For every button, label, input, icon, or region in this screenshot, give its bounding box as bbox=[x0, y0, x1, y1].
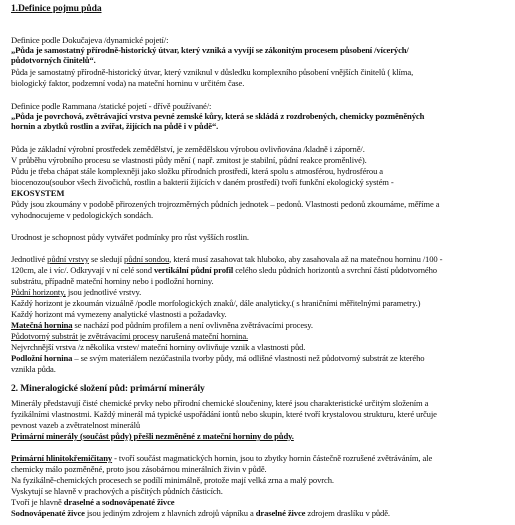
ekosystem-term: EKOSYSTEM bbox=[11, 188, 65, 198]
soil-layers-term: půdní vrstvy bbox=[47, 254, 89, 264]
profile-line10: Podložní hornina – se svým materiálem nezúčastnila tvorby půdy, má odlišné vlastnosti než půdotvorný substrát ze kterého bbox=[11, 353, 425, 363]
production-line5: Půdy jsou zkoumány v podobě přirozených trojrozměrných půdních jednotek – pedonů. Vlastnosti pedonů zkoumáme, měříme a bbox=[11, 199, 440, 209]
soil-profile-term: vertikální půdní profil bbox=[153, 265, 234, 275]
aluminosilicates-line2: chemicky málo pozměněné, proto jsou zásobárnou minerálních živin v půdě. bbox=[11, 464, 267, 474]
profile-line8: Půdotvorný substrát je zvětrávacími procesy narušená mateční hornina. bbox=[11, 331, 249, 341]
soil-horizons-term: Půdní horizonty, bbox=[11, 287, 66, 297]
profile-line2: 120cm, ale i víc/. Odkryvají v ní celé sond vertikální půdní profil celého sledu půdních horizontů a svrchní částí půdotvorného bbox=[11, 265, 437, 275]
profile-line4: Půdní horizonty, jsou jednotlivé vrstvy. bbox=[11, 287, 142, 297]
ramman-intro: Definice podle Rammana /statické pojetí - dřívě používané/: bbox=[11, 101, 212, 111]
soil-probe-term: půdní sondou bbox=[124, 254, 170, 264]
minerals-line3: pevnost vazeb a zvětratelnost minerálů bbox=[11, 420, 141, 430]
production-line6: vyhodnocujeme v pedologických sondách. bbox=[11, 210, 153, 220]
aluminosilicates-line3: Na fyzikálně-chemických procesech se podílí minimálně, protože mají velká zrna a malý povrch. bbox=[11, 475, 334, 485]
dokucajev-quote-line2: půdotvorných činitelů“. bbox=[11, 55, 96, 65]
production-line3: Půdu je třeba chápat stále komplexněji jako složku přírodních prostředí, která spolu s atmosférou, hydrosférou a bbox=[11, 166, 383, 176]
bedrock-term: Podložní hornina bbox=[11, 353, 73, 363]
production-line2: V průběhu výrobního procesu se vlastnosti půdy mění ( např. zmitost je stabilní, půdní reakce proměnlivé). bbox=[11, 155, 367, 165]
profile-line11: vznikla půda. bbox=[11, 364, 56, 374]
fertility-definition: Urodnost je schopnost půdy vytvářet podmínky pro růst vyšších rostlin. bbox=[11, 232, 249, 242]
production-line4: biocenozou(soubor všech živočichů, rostlin a bakterií žijících v daném prostředí) tvoří funkční ekologický systém - bbox=[11, 177, 394, 187]
feldspar-sources-line: Sodnovápenaté živce jsou jediným zdrojem z hlavních zdrojů vápníku a draselné živce zdrojem draslíku v půdě. bbox=[11, 508, 390, 518]
profile-line6: Každý horizont má vymezeny analytické vlastnosti a požadavky. bbox=[11, 309, 227, 319]
primary-minerals-statement: Primární minerály (součást půdy) přešli nezměněné z mateční horniny do půdy. bbox=[11, 431, 294, 441]
minerals-line1: Minerály představují čisté chemické prvky nebo přírodní chemické sloučeniny, které jsou charakteristické určitým složením a bbox=[11, 398, 429, 408]
section1-heading: 1.Definice pojmu půda bbox=[11, 3, 102, 14]
minerals-line2: fyzikálními vlastnostmi. Každý minerál má typické uspořádání iontů nebo skupin, které tvoří krystalovou strukturu, které určuje bbox=[11, 409, 437, 419]
feldspars-line: Tvoří je hlavně draselné a sodnovápenaté živce bbox=[11, 497, 175, 507]
profile-line7: Matečná hornina se nachází pod půdním profilem a není ovlivněna zvětrávacími procesy. bbox=[11, 320, 313, 330]
profile-line3: substrátu, případně mateční horniny nebo i podložní horniny. bbox=[11, 276, 214, 286]
dokucajev-text-line1: Půda je samostatný přírodně-historický útvar, který vzniknul v důsledku komplexního působení vnějších činitelů ( klíma, bbox=[11, 67, 414, 77]
dokucajev-text-line2: biologický faktor, podzemní voda) na mateční horninu v určitém čase. bbox=[11, 78, 245, 88]
dokucajev-intro: Definice podle Dokučajeva /dynamické pojetí/: bbox=[11, 35, 169, 45]
production-line1: Půda je základní výrobní prostředek zemědělství, je zemědělskou výrobou ovlivňována /kladně i záporně/. bbox=[11, 144, 365, 154]
aluminosilicates-line4: Vyskytují se hlavně v prachových a písčitých půdních částicích. bbox=[11, 486, 223, 496]
aluminosilicates-term: Primární hlinitokřemičitany bbox=[11, 453, 113, 463]
profile-line9: Nejvrchnější vrstva /z několika vrstev/ mateční horniny ovlivňuje vznik a vlastnosti půd. bbox=[11, 342, 306, 352]
sodium-calcium-feldspars-term: Sodnovápenaté živce bbox=[11, 508, 85, 518]
potassium-feldspars-term: draselné živce bbox=[255, 508, 306, 518]
profile-line5: Každý horizont je zkoumán vizuálně /podle morfologických znaků/, dále analyticky.( s hraničními měřitelnými parametry.) bbox=[11, 298, 421, 308]
dokucajev-quote-line1: „Půda je samostatný přírodně-historický útvar, který vzniká a vyvíjí se zákonitým procesem působení /vícerých/ bbox=[11, 45, 409, 55]
parent-rock-term: Matečná hornina bbox=[11, 320, 73, 330]
feldspars-term: draselné a sodnovápenaté živce bbox=[63, 497, 175, 507]
profile-line1: Jednotlivé půdní vrstvy se sledují půdní sondou, která musí zasahovat tak hluboko, aby zasahovala až na matečnou horninu /100 - bbox=[11, 254, 443, 264]
ramman-quote-line2: hornin a zbytků rostlin a zvířat, žijících na půdě i v půdě“. bbox=[11, 121, 219, 131]
ramman-quote-line1: „Půda je povrchová, zvětrávající vrstva pevné zemské kůry, která se skládá z rozdrobených, chemicky pozměněných bbox=[11, 111, 425, 121]
section2-heading: 2. Mineralogické složení půd: primární minerály bbox=[11, 383, 205, 394]
aluminosilicates-line1: Primární hlinitokřemičitany - tvoří součást magmatických hornin, jsou to zbytky hornin částečně rozrušené zvětráváním, ale bbox=[11, 453, 433, 463]
